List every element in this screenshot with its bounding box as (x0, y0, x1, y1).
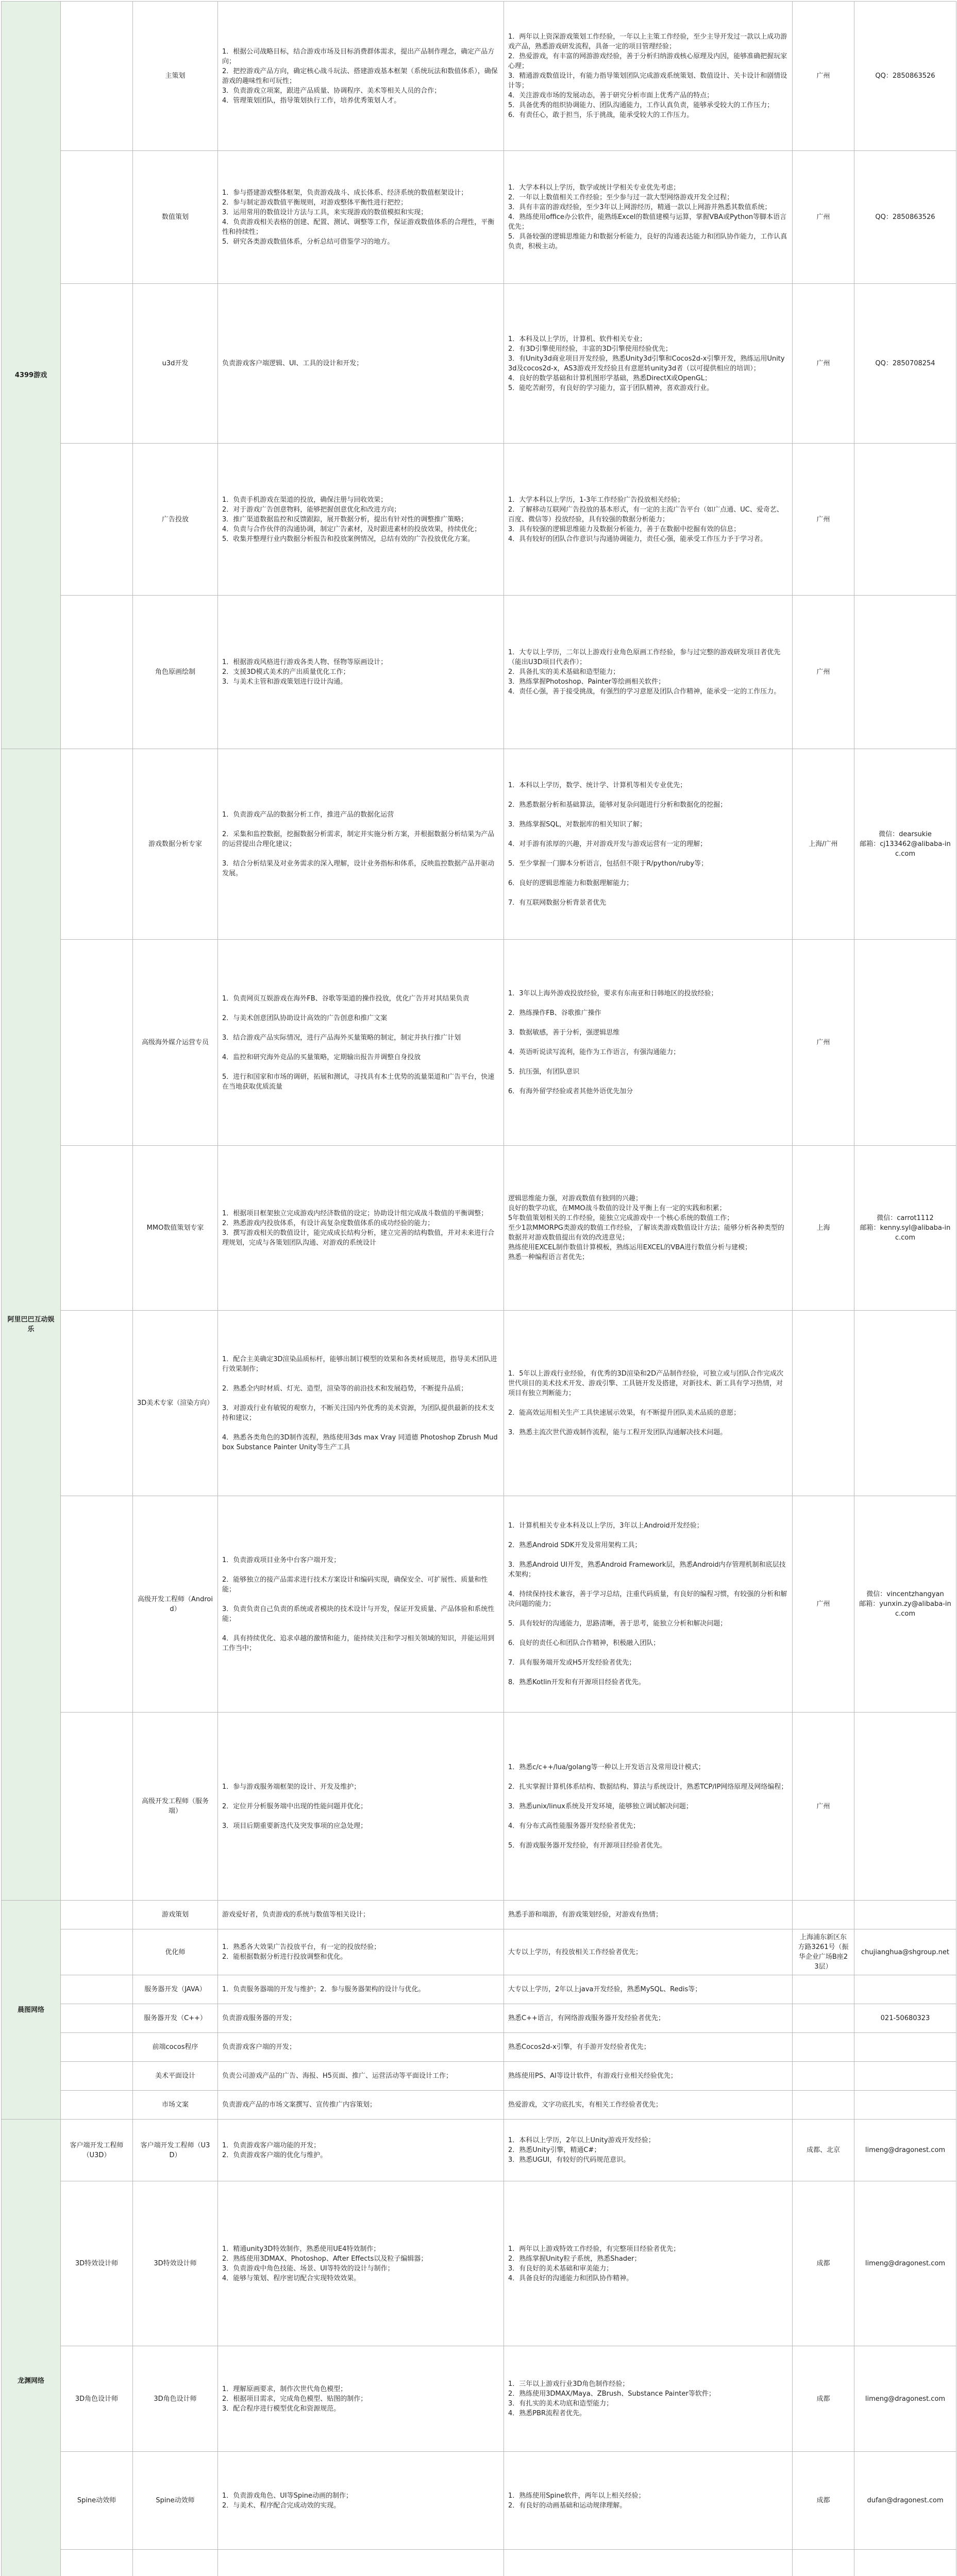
job-duties: 1．精通unity3D特效制作，熟悉使用UE4特效制作； 2．熟练使用3DMAX、Photoshop、After Effects以及粒子编辑器； 3．负责游戏中角色技能、场景、UI等特效的设计与制作； 4．能够与策划、程序密切配合实现特效效果。 (218, 2181, 504, 2346)
job-row (2, 284, 956, 444)
work-location: 成都、北京 (793, 2120, 854, 2181)
company-name: 阿里巴巴互动娱乐 (2, 749, 61, 1901)
job-requirements: 大专以上学历，有投放相关工作经验者优先； (504, 1929, 793, 1975)
contact-info (854, 2091, 956, 2120)
job-row (2, 2120, 956, 2181)
job-duties: 1．参与游戏服务端框架的设计、开发及维护； 2．定位并分析服务端中出现的性能问题并优化； 3．项目后期重要新迭代及突发事项的应急处理； (218, 1713, 504, 1901)
work-location: 广州 (793, 284, 854, 444)
work-location: 上海浦东新区东方路3261号（振华企业广场B座23层） (793, 1929, 854, 1975)
department (61, 2550, 133, 2576)
contact-info: 微信：dearsukie 邮箱：cj133462@alibaba-inc.com (854, 749, 956, 940)
job-requirements: 1．大学本科以上学历，数学或统计学相关专业优先考虑； 2．一年以上数值相关工作经验；至少参与过一款大型网络游戏开发全过程； 3．具有丰富的游戏经验，至少3年以上网游经历，精通一款以上网游并熟悉其数值系统； 4．熟练使用office办公软件，能熟练Excel的数值建模与运算，掌握VBA或Python等脚本语言优先； 5．具备较强的逻辑思维能力和数据分析能力，良好的沟通表达能力和团队协作能力，工作认真负责，积极主动。 (504, 151, 793, 284)
department (61, 2, 133, 151)
job-duties: 负责游戏服务器的开发； (218, 2004, 504, 2033)
job-requirements: 1．两年以上游戏特效工作经验，有完整项目经验者优先； 2．熟练掌握Unity粒子系统，熟悉Shader； 3．有良好的美术基础和审美能力； 4．具备良好的沟通能力和团队协作精神。 (504, 2181, 793, 2346)
job-requirements: 1．本科以上学历，数学、统计学、计算机等相关专业优先； 2．熟悉数据分析和基础算法，能够对复杂问题进行分析和数据化的挖掘； 3．熟练掌握SQL，对数据库的相关知识了解； 4．对手游有浓厚的兴趣，并对游戏开发与游戏运营有一定的理解； 5．至少掌握一门脚本分析语言，包括但不限于R/python/ruby等； 6．良好的逻辑思维能力和数据理解能力； 7．有互联网数据分析背景者优先 (504, 749, 793, 940)
job-duties: 1．负责游戏客户端功能的开发； 2．负责游戏客户端的优化与维护。 (218, 2120, 504, 2181)
job-requirements: 1．熟悉c/c++/lua/golang等一种以上开发语言及常用设计模式； 2．扎实掌握计算机体系结构、数据结构、算法与系统设计，熟悉TCP/IP网络原理及网络编程； 3．熟悉unix/linux系统及开发环境，能够独立调试解决问题； 4．有分布式高性能服务器开发经验者优先； 5．有游戏服务器开发经验，有开源项目经验者优先。 (504, 1713, 793, 1901)
contact-info: 微信：vincentzhangyan 邮箱：yunxin.zy@alibaba-inc.com (854, 1496, 956, 1713)
job-title: 主策划 (133, 2, 218, 151)
job-row (2, 596, 956, 749)
job-duties: 游戏爱好者，负责游戏的系统与数值等相关设计； (218, 1901, 504, 1929)
work-location: 广州 (793, 444, 854, 596)
work-location (793, 2091, 854, 2120)
department (61, 1311, 133, 1496)
work-location: 成都 (793, 2181, 854, 2346)
job-title: Spine动效师 (133, 2452, 218, 2550)
work-location: 上海/广州 (793, 749, 854, 940)
contact-info (854, 596, 956, 749)
job-requirements: 逻辑思维能力强，对游戏数值有独到的兴趣； 良好的数学功底，在MMO战斗数值的设计及平衡上有一定的实践和积累； 5年数值策划相关的工作经验，能独立完成游戏中一个核心系统的数值工作； 至少1款MMORPG类游戏的数值工作经验，了解该类游戏数值设计方法；能够分析各种类型的数据并对游戏数值提出有效的改进意见； 熟练使用EXCEL制作数值计算模板，熟练运用EXCEL的VBA进行数值分析与建模； 熟悉一种编程语言者优先； (504, 1146, 793, 1311)
job-row (2, 940, 956, 1146)
job-requirements: 熟悉Cocos2d-x引擎，有手游开发经验者优先； (504, 2033, 793, 2062)
company-name: 4399游戏 (2, 2, 61, 749)
work-location: 广州 (793, 1496, 854, 1713)
job-title: 数值策划 (133, 151, 218, 284)
job-title: 前端cocos程序 (133, 2033, 218, 2062)
job-title: 客户端开发工程师（U3D） (133, 2120, 218, 2181)
job-duties (218, 2550, 504, 2576)
contact-info (854, 444, 956, 596)
job-requirements: 1．计算机相关专业本科及以上学历，3年以上Android开发经验； 2．熟悉Android SDK开发及常用架构工具； 3．熟悉Android UI开发，熟悉Android Framework层，熟悉Android内存管理机制和底层技术架构； 4．持续保持技术兼容，善于学习总结，注重代码质量，有良好的编程习惯，有较强的分析和解决问题的能力； 5．具有较好的沟通能力，思路清晰，善于思考，能独立分析和解决问题； 6．良好的责任心和团队合作精神，积极融入团队； 7．具有服务端开发或H5开发经验者优先； 8．熟悉Kotlin开发和有开源项目经验者优先。 (504, 1496, 793, 1713)
job-title: 广告投放 (133, 444, 218, 596)
work-location (793, 2033, 854, 2062)
job-title: 高级海外媒介运营专员 (133, 940, 218, 1146)
job-duties: 1．理解原画要求，制作次世代角色模型； 2．根据项目需求，完成角色模型、贴图的制作； 3．配合程序进行模型优化和资源规范。 (218, 2346, 504, 2452)
contact-info (854, 1975, 956, 2004)
job-row (2, 444, 956, 596)
work-location (793, 1901, 854, 1929)
job-row (2, 2346, 956, 2452)
job-row (2, 1311, 956, 1496)
job-title: 服务器开发（JAVA） (133, 1975, 218, 2004)
department (61, 1901, 133, 1929)
job-requirements: 1．本科及以上学历，计算机、软件相关专业； 2．有3D引擎使用经验，丰富的3D引擎使用经验优先； 3．有Unity3d商业项目开发经验，熟悉Unity3d引擎和Cocos2d-x引擎开发，熟练运用Unity3d及cocos2d-x，AS3游戏开发经验且有意愿转unity3d者（以可提供相应的培训）； 4．良好的数学基础和计算机图形学基础，熟悉DirectX或OpenGL； 5．能吃苦耐劳，有良好的学习能力，富于团队精神，喜欢游戏行业。 (504, 284, 793, 444)
job-title: 游戏策划 (133, 1901, 218, 1929)
contact-info (854, 2550, 956, 2576)
job-row (2, 1901, 956, 1929)
department (61, 1496, 133, 1713)
department (61, 749, 133, 940)
job-title: 美术平面设计 (133, 2062, 218, 2091)
department (61, 940, 133, 1146)
company-name: 晨图网络 (2, 1901, 61, 2120)
job-title: u3d开发 (133, 284, 218, 444)
work-location: 成都 (793, 2452, 854, 2550)
department (61, 284, 133, 444)
job-title: 服务器开发（C++） (133, 2004, 218, 2033)
department: 3D角色设计师 (61, 2346, 133, 2452)
department (61, 2062, 133, 2091)
work-location: 上海 (793, 1146, 854, 1311)
job-duties: 1．负责手机游戏在渠道的投放，确保注册与回收效果； 2．对于游戏广告创意物料，能够把握创意优化和改进方向； 3．推广渠道数据监控和反馈跟踪，展开数据分析，提出有针对性的调整推广策略； 4．负责与合作伙伴的沟通协调，制定广告素材，及时跟进素材的投放效果，持续优化； 5．收集并整理行业内数据分析报告和投放案例情况，总结有效的广告投放优化方案。 (218, 444, 504, 596)
contact-info: limeng@dragonest.com (854, 2120, 956, 2181)
job-duties: 1．根据项目框架独立完成游戏内经济数值的设定；协助设计组完成战斗数值的平衡调整； 2．熟悉游戏内投放体系，有设计高复杂度数值体系的成功经验的能力； 3．撰写游戏相关的数值设计，能完成成长结构分析，建立完善的结构数值，并对未来进行合理规划，完成与各策划团队沟通、对游戏的系统设计 (218, 1146, 504, 1311)
contact-info (854, 1311, 956, 1496)
department (61, 1975, 133, 2004)
job-requirements: 1．大学本科以上学历，1-3年工作经验广告投放相关经验； 2．了解移动互联网广告投放的基本形式，有一定的主流广告平台（如广点通、UC、爱奇艺、百度、微信等）投放经验，具有较强的数据分析能力； 3．具有较强的逻辑思维能力及数据分析能力，善于在数据中挖掘有效的信息； 4．具有较好的团队合作意识与沟通协调能力，责任心强，能承受工作压力予于学习者。 (504, 444, 793, 596)
job-title: 优化师 (133, 1929, 218, 1975)
job-duties: 1．熟悉各大效果广告投放平台，有一定的投放经验； 2．能根据数据分析进行投放调整和优化。 (218, 1929, 504, 1975)
company-name: 龙渊网络 (2, 2120, 61, 2576)
work-location: 成都 (793, 2346, 854, 2452)
contact-info (854, 2033, 956, 2062)
department (61, 1146, 133, 1311)
job-title: 高级开发工程师（服务端） (133, 1713, 218, 1901)
contact-info (854, 940, 956, 1146)
job-title: 3D美术专家（渲染方向） (133, 1311, 218, 1496)
job-title: 角色原画绘制 (133, 596, 218, 749)
work-location (793, 2550, 854, 2576)
department: Spine动效师 (61, 2452, 133, 2550)
job-duties: 负责公司游戏产品的广告、海报、H5页面、推广、运营活动等平面设计工作； (218, 2062, 504, 2091)
job-duties: 1．参与搭建游戏整体框架，负责游戏战斗、成长体系、经济系统的数值框架设计； 2．参与制定游戏数值平衡规则，对游戏整体平衡性进行把控； 3．运用常用的数值设计方法与工具，来实现游戏的数值模拟和实现； 4．负责游戏相关表格的创建、配置、测试、调整等工作，保证游戏数值体系的合理性，平衡性和持续性； 5．研究各类游戏数值体系，分析总结可借鉴学习的地方。 (218, 151, 504, 284)
job-requirements: 熟悉C++语言，有网络游戏服务器开发经验者优先； (504, 2004, 793, 2033)
contact-info (854, 1713, 956, 1901)
job-row (2, 1975, 956, 2004)
department: 客户端开发工程师（U3D） (61, 2120, 133, 2181)
job-row (2, 2452, 956, 2550)
job-duties: 1．配合主美确定3D渲染品质标杆，能够出制订模型的效果和各类材质规范，指导美术团队进行效果制作； 2．熟悉全内时材质、灯光、造型，渲染等的前沿技术和发展趋势，不断提升品质； 3．对游戏行业有敏锐的观察力，不断关注国内外优秀的美术资源，为团队提供最新的技术支持和建议； 4．熟悉各类角色的3D制作流程，熟练使用3ds max Vray 同道德 Photoshop Zbrush Mudbox Substance Painter Unity等生产工具 (218, 1311, 504, 1496)
department (61, 444, 133, 596)
department (61, 596, 133, 749)
job-row (2, 2550, 956, 2576)
work-location: 广州 (793, 1713, 854, 1901)
job-requirements: 1．熟练使用Spine软件，两年以上相关经验； 2．有良好的动画基础和运动规律理解。 (504, 2452, 793, 2550)
recruitment-table-body (2, 2, 956, 2576)
work-location: 广州 (793, 151, 854, 284)
contact-info: chujianghua@shgroup.net (854, 1929, 956, 1975)
contact-info: QQ：2850863526 (854, 2, 956, 151)
job-requirements: 1．本科以上学历，2年以上Unity游戏开发经验； 2．熟悉Unity引擎，精通C#； 3．熟悉UGUI，有较好的代码规范意识。 (504, 2120, 793, 2181)
job-requirements: 熟悉手游和端游，有游戏策划经验，对游戏有热情； (504, 1901, 793, 1929)
department (61, 2033, 133, 2062)
job-duties: 负责游戏客户端的开发； (218, 2033, 504, 2062)
job-requirements: 1．三年以上游戏行业3D角色制作经验； 2．熟练使用3DMAX/Maya、ZBrush、Substance Painter等软件； 3．有扎实的美术功底和造型能力； 4．熟悉PBR流程者优先。 (504, 2346, 793, 2452)
department: 3D特效设计师 (61, 2181, 133, 2346)
department (61, 2004, 133, 2033)
job-title: 游戏数据分析专家 (133, 749, 218, 940)
contact-info: 021-50680323 (854, 2004, 956, 2033)
job-title: 3D特效设计师 (133, 2181, 218, 2346)
work-location (793, 2004, 854, 2033)
job-duties: 1．根据公司战略目标，结合游戏市场及目标消费群体需求，提出产品制作理念，确定产品方向； 2．把控游戏产品方向，确定核心战斗玩法、搭建游戏基本框架（系统玩法和数值体系），确保游戏的趣味性和可玩性； 3．负责游戏立项案，跟进产品质量、协调程序、美术等相关人员的合作； 4．管理策划团队，指导策划执行工作，培养优秀策划人才。 (218, 2, 504, 151)
contact-info: QQ：2850708254 (854, 284, 956, 444)
job-duties: 1．负责游戏产品的数据分析工作，推进产品的数据化运营 2．采集和监控数据，挖掘数据分析需求，制定并实施分析方案，并根据数据分析结果为产品的运营提出合理化建议； 3．结合分析结果及对业务需求的深入理解，设计业务指标和体系，反映监控数据产品并驱动发展。 (218, 749, 504, 940)
contact-info (854, 1901, 956, 1929)
job-row (2, 1929, 956, 1975)
job-row (2, 749, 956, 940)
job-title: 3D角色设计师 (133, 2346, 218, 2452)
work-location: 广州 (793, 2, 854, 151)
contact-info: limeng@dragonest.com (854, 2346, 956, 2452)
job-row (2, 2033, 956, 2062)
work-location (793, 2062, 854, 2091)
job-duties: 负责游戏产品的市场文案撰写、宣传推广内容策划； (218, 2091, 504, 2120)
job-row (2, 1146, 956, 1311)
job-duties: 1．负责网页互娱游戏在海外FB、谷歌等渠道的操作投放，优化广告并对其结果负责 2．与美术创意团队协助设计高效的广告创意和推广文案 3．结合游戏产品实际情况，进行产品海外买量策略的制定，制定并执行推广计划 4．监控和研究海外竞品的买量策略，定期输出报告并调整自身投放 5．进行和国家和市场的调研，拓展和测试，寻找具有本土优势的流量渠道和广告平台，快速在当地获取优质流量 (218, 940, 504, 1146)
job-row (2, 2181, 956, 2346)
job-title: MMO数值策划专家 (133, 1146, 218, 1311)
work-location: 广州 (793, 596, 854, 749)
recruitment-table (1, 1, 956, 2576)
job-requirements: 1．大专以上学历，二年以上游戏行业角色原画工作经验，参与过完整的游戏研发项目者优先（能出U3D项目代表作）； 2．具备扎实的美术基础和造型能力； 3．熟练掌握Photoshop、Painter等绘画相关软件； 4．责任心强，善于接受挑战，有强烈的学习意愿及团队合作精神，能承受一定的工作压力。 (504, 596, 793, 749)
job-requirements: 大专以上学历，2年以上java开发经验，熟悉MySQL、Redis等； (504, 1975, 793, 2004)
job-duties: 1．负责游戏项目业务中台客户端开发； 2．能够独立的接产品需求进行技术方案设计和编码实现，确保安全、可扩展性、质量和性能； 3．负责负责自己负责的系统或者模块的技术设计与开发，保证开发质量、产品体验和系统性能； 4．具有持续优化、追求卓越的激情和能力，能持续关注和学习相关领域的知识，并能运用到工作当中； (218, 1496, 504, 1713)
contact-info: dufan@dragonest.com (854, 2452, 956, 2550)
job-requirements: 1．3年以上海外游戏投放经验，要求有东南亚和日韩地区的投放经验； 2．熟练操作FB、谷歌推广操作 3．数据敏感，善于分析，强逻辑思维 4．英语听说读写流利，能作为工作语言，有强沟通能力； 5．抗压强，有团队意识 6．有海外留学经验或者其他外语优先加分 (504, 940, 793, 1146)
job-requirements: 熟练使用PS、AI等设计软件，有游戏行业相关经验优先； (504, 2062, 793, 2091)
job-row (2, 2, 956, 151)
job-row (2, 1713, 956, 1901)
job-row (2, 2062, 956, 2091)
contact-info: 微信：carrot1112 邮箱：kenny.syl@alibaba-inc.com (854, 1146, 956, 1311)
department (61, 151, 133, 284)
job-requirements: 1．5年以上游戏行业经验，有优秀的3D渲染和2D产品制作经验，可独立或与团队合作完成次世代项目的美术技术开发、游戏引擎、工具链开发及搭建，对新技术、新工具有学习热情，对项目有独立判断能力； 2．能高效运用相关生产工具快速展示效果，有不断提升团队美术品质的意愿； 3．熟悉主流次世代游戏制作流程，能与工程开发团队沟通解决技术问题。 (504, 1311, 793, 1496)
department (61, 1713, 133, 1901)
contact-info: limeng@dragonest.com (854, 2181, 956, 2346)
job-requirements (504, 2550, 793, 2576)
job-duties: 1．负责服务器端的开发与维护；2．参与服务器架构的设计与优化。 (218, 1975, 504, 2004)
contact-info: QQ：2850863526 (854, 151, 956, 284)
job-duties: 负责游戏客户端逻辑、UI、工具的设计和开发； (218, 284, 504, 444)
job-row (2, 2091, 956, 2120)
job-row (2, 151, 956, 284)
department (61, 2091, 133, 2120)
work-location (793, 1311, 854, 1496)
contact-info (854, 2062, 956, 2091)
job-duties: 1．负责游戏角色、UI等Spine动画的制作； 2．与美术、程序配合完成动效的实现。 (218, 2452, 504, 2550)
job-row (2, 1496, 956, 1713)
job-requirements: 1．两年以上资深游戏策划工作经验，一年以上主策工作经验，至少主导开发过一款以上成功游戏产品，熟悉游戏研发流程，具备一定的项目管理经验； 2．热爱游戏，有丰富的网游游戏经验，善于分析归纳游戏核心原理及内因，能够准确把握玩家心理； 3．精通游戏数值设计，有能力指导策划团队完成游戏系统策划、数值设计、关卡设计和剧情设计等； 4．关注游戏市场的发展动态，善于研究分析市面上优秀产品的特点； 5．具备优秀的组织协调能力、团队沟通能力，工作认真负责，能够承受较大的工作压力； 6．有责任心，敢于担当，乐于挑战，能承受较大的工作压力。 (504, 2, 793, 151)
job-title: 高级开发工程师（Android） (133, 1496, 218, 1713)
job-title (133, 2550, 218, 2576)
work-location (793, 1975, 854, 2004)
job-duties: 1．根据游戏风格进行游戏各类人物、怪物等原画设计； 2．支援3D模式美术的产出质量优化工作； 3．与美术主管和游戏策划进行设计沟通。 (218, 596, 504, 749)
job-title: 市场文案 (133, 2091, 218, 2120)
work-location: 广州 (793, 940, 854, 1146)
job-requirements: 热爱游戏，文字功底扎实，有相关工作经验者优先； (504, 2091, 793, 2120)
job-row (2, 2004, 956, 2033)
department (61, 1929, 133, 1975)
